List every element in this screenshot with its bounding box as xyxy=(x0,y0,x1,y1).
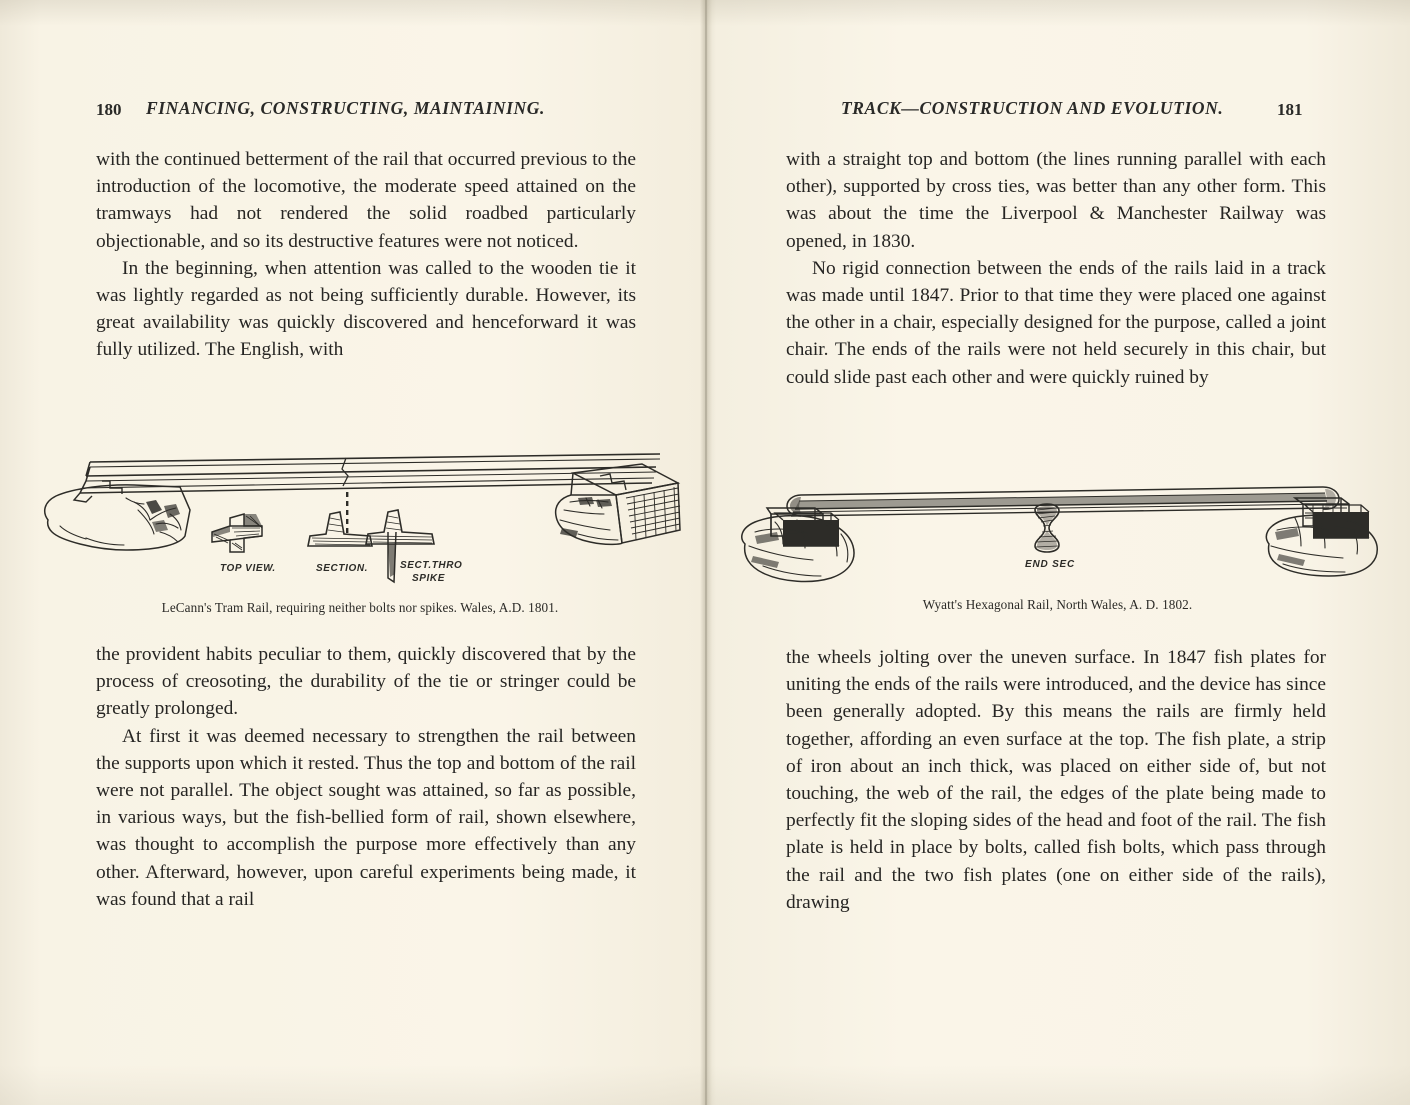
paragraph: with the continued betterment of the rail that occurred previous to the introduction of the locomotive, the moderate speed attained on the tramways had not rendered the solid roadbed particularly objectionable, and so its destructive features were not noticed. xyxy=(96,149,636,252)
right-page-body-bottom xyxy=(786,644,1326,916)
paragraph: In the beginning, when attention was called to the wooden tie it was lightly regarded as not being sufficiently durable. However, its great availability was quickly discovered and henceforward it was fully utilized. The English, with xyxy=(96,257,636,361)
left-page-folio: 180 xyxy=(96,100,122,119)
paragraph: No rigid connection between the ends of the rails laid in a track was made until 1847. Prior to that time they were placed one against the other in a chair, especially designed for the purpose, called a joint chair. The ends of the rails were not held securely in this chair, but could slide past each other and were quickly ruined by xyxy=(786,257,1326,388)
detail-section xyxy=(308,512,372,546)
label-end-sec: END SEC xyxy=(1025,559,1076,570)
right-page-folio: 181 xyxy=(1277,100,1303,119)
lecann-tram-rail-engraving xyxy=(30,440,690,600)
figure-lecann-tram-rail xyxy=(30,440,690,600)
paragraph: At first it was deemed necessary to strengthen the rail between the supports upon which it rested. Thus the top and bottom of the rail were not parallel. The object sought was attained, so far as possible, in various ways, but the fish-bellied form of rail, shown elsewhere, was thought to accomplish the purpose more effectively than any other. Afterward, however, upon careful experiments being made, it was found that a rail xyxy=(96,725,636,910)
paragraph: the wheels jolting over the uneven surface. In 1847 fish plates for uniting the ends of the rails were introduced, and the device has since been generally adopted. By this means the rails are firmly held together, affording an even surface at the top. The fish plate, a strip of iron about an inch thick, was placed on either side of, but not touching, the web of the rail, the edges of the plate being made to perfectly fit the sloping sides of the head and foot of the rail. The fish plate is held in place by bolts, called fish bolts, which pass through the rail and the two fish plates (one on either side of the rails), drawing xyxy=(786,647,1326,913)
book-gutter xyxy=(700,0,712,1105)
wyatt-hexagonal-rail-engraving xyxy=(735,468,1380,598)
left-page-body-top xyxy=(96,146,636,364)
right-page-running-head: TRACK—CONSTRUCTION AND EVOLUTION. xyxy=(841,98,1224,118)
label-spike: SPIKE xyxy=(412,573,446,584)
detail-end-section xyxy=(1035,504,1059,552)
figure-wyatt-hexagonal-rail xyxy=(735,468,1380,598)
left-page-running-head: FINANCING, CONSTRUCTING, MAINTAINING. xyxy=(146,98,546,118)
right-page-body-top xyxy=(786,146,1326,391)
detail-top-view xyxy=(212,514,262,552)
label-top-view: TOP VIEW. xyxy=(220,563,276,574)
left-page-body-bottom xyxy=(96,641,636,913)
paragraph: with a straight top and bottom (the lines running parallel with each other), supported by cross ties, was better than any other form. This was about the time the Liverpool & Manchester Railway was opened, in 1830. xyxy=(786,149,1326,252)
left-figure-caption: LeCann's Tram Rail, requiring neither bolts nor spikes. Wales, A.D. 1801. xyxy=(161,600,559,615)
label-sect-thro: SECT.THRO xyxy=(400,560,463,571)
right-figure-caption: Wyatt's Hexagonal Rail, North Wales, A. D. 1802. xyxy=(922,597,1193,612)
label-section: SECTION. xyxy=(316,563,369,574)
detail-section-through-spike xyxy=(366,510,434,582)
paragraph: the provident habits peculiar to them, quickly discovered that by the process of creosoting, the durability of the tie or stringer could be greatly prolonged. xyxy=(96,644,636,720)
